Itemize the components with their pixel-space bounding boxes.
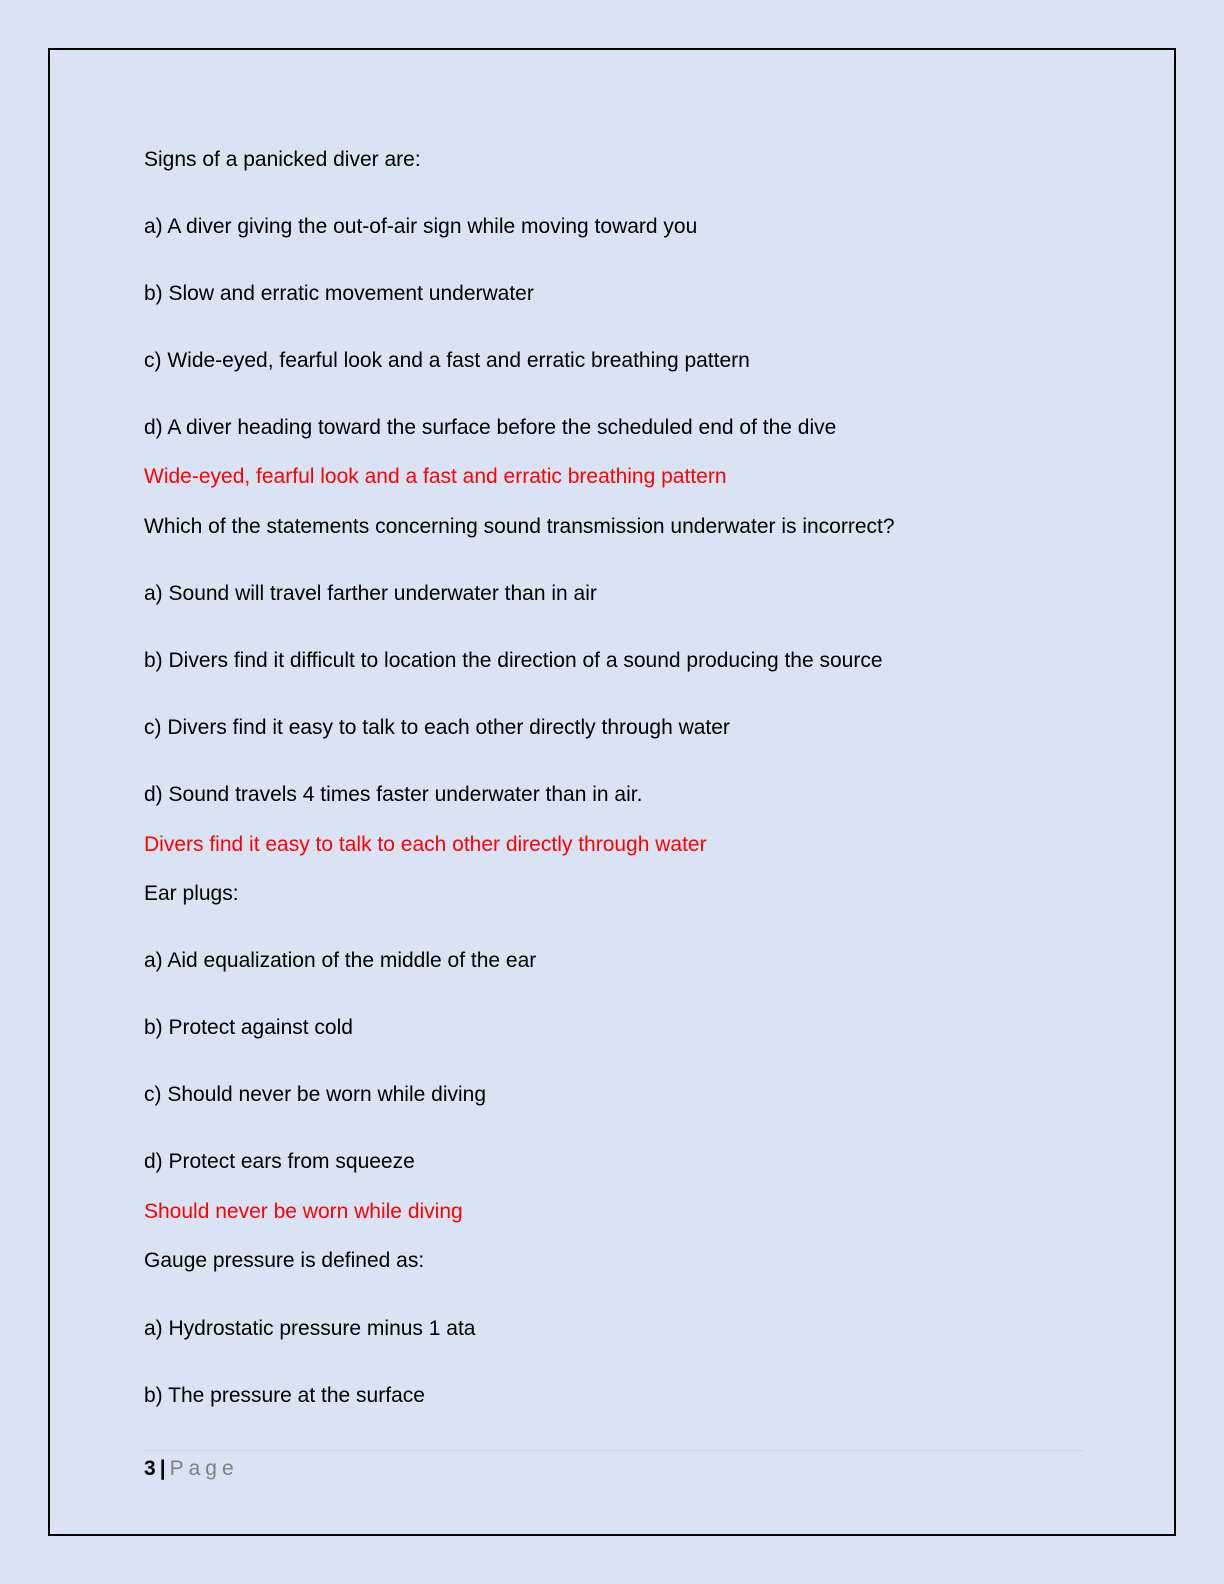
option-a: a) A diver giving the out-of-air sign while moving toward you	[144, 215, 698, 238]
option-b: b) Slow and erratic movement underwater	[144, 282, 534, 305]
option-c: c) Divers find it easy to talk to each other directly through water	[144, 716, 730, 739]
page-number: 3	[144, 1457, 156, 1480]
question-text: Which of the statements concerning sound transmission underwater is incorrect?	[144, 515, 895, 538]
page-footer	[144, 1455, 239, 1483]
option-d: d) Protect ears from squeeze	[144, 1150, 415, 1173]
option-b: b) Divers find it difficult to location the direction of a sound producing the source	[144, 649, 883, 672]
answer-text: Should never be worn while diving	[144, 1200, 463, 1223]
option-a: a) Sound will travel farther underwater than in air	[144, 582, 597, 605]
answer-text: Wide-eyed, fearful look and a fast and erratic breathing pattern	[144, 465, 727, 488]
question-text: Gauge pressure is defined as:	[144, 1249, 425, 1272]
option-d: d) A diver heading toward the surface before the scheduled end of the dive	[144, 416, 837, 439]
question-text: Ear plugs:	[144, 882, 239, 905]
option-b: b) Protect against cold	[144, 1016, 353, 1039]
option-b: b) The pressure at the surface	[144, 1384, 425, 1407]
question-text: Signs of a panicked diver are:	[144, 148, 421, 171]
footer-separator: |	[159, 1457, 166, 1480]
answer-text: Divers find it easy to talk to each other directly through water	[144, 833, 707, 856]
option-d: d) Sound travels 4 times faster underwater than in air.	[144, 783, 643, 806]
option-a: a) Hydrostatic pressure minus 1 ata	[144, 1317, 476, 1340]
option-c: c) Should never be worn while diving	[144, 1083, 487, 1106]
option-c: c) Wide-eyed, fearful look and a fast and erratic breathing pattern	[144, 349, 750, 372]
footer-divider	[144, 1450, 1084, 1451]
page-label: Page	[169, 1457, 239, 1480]
option-a: a) Aid equalization of the middle of the ear	[144, 949, 537, 972]
